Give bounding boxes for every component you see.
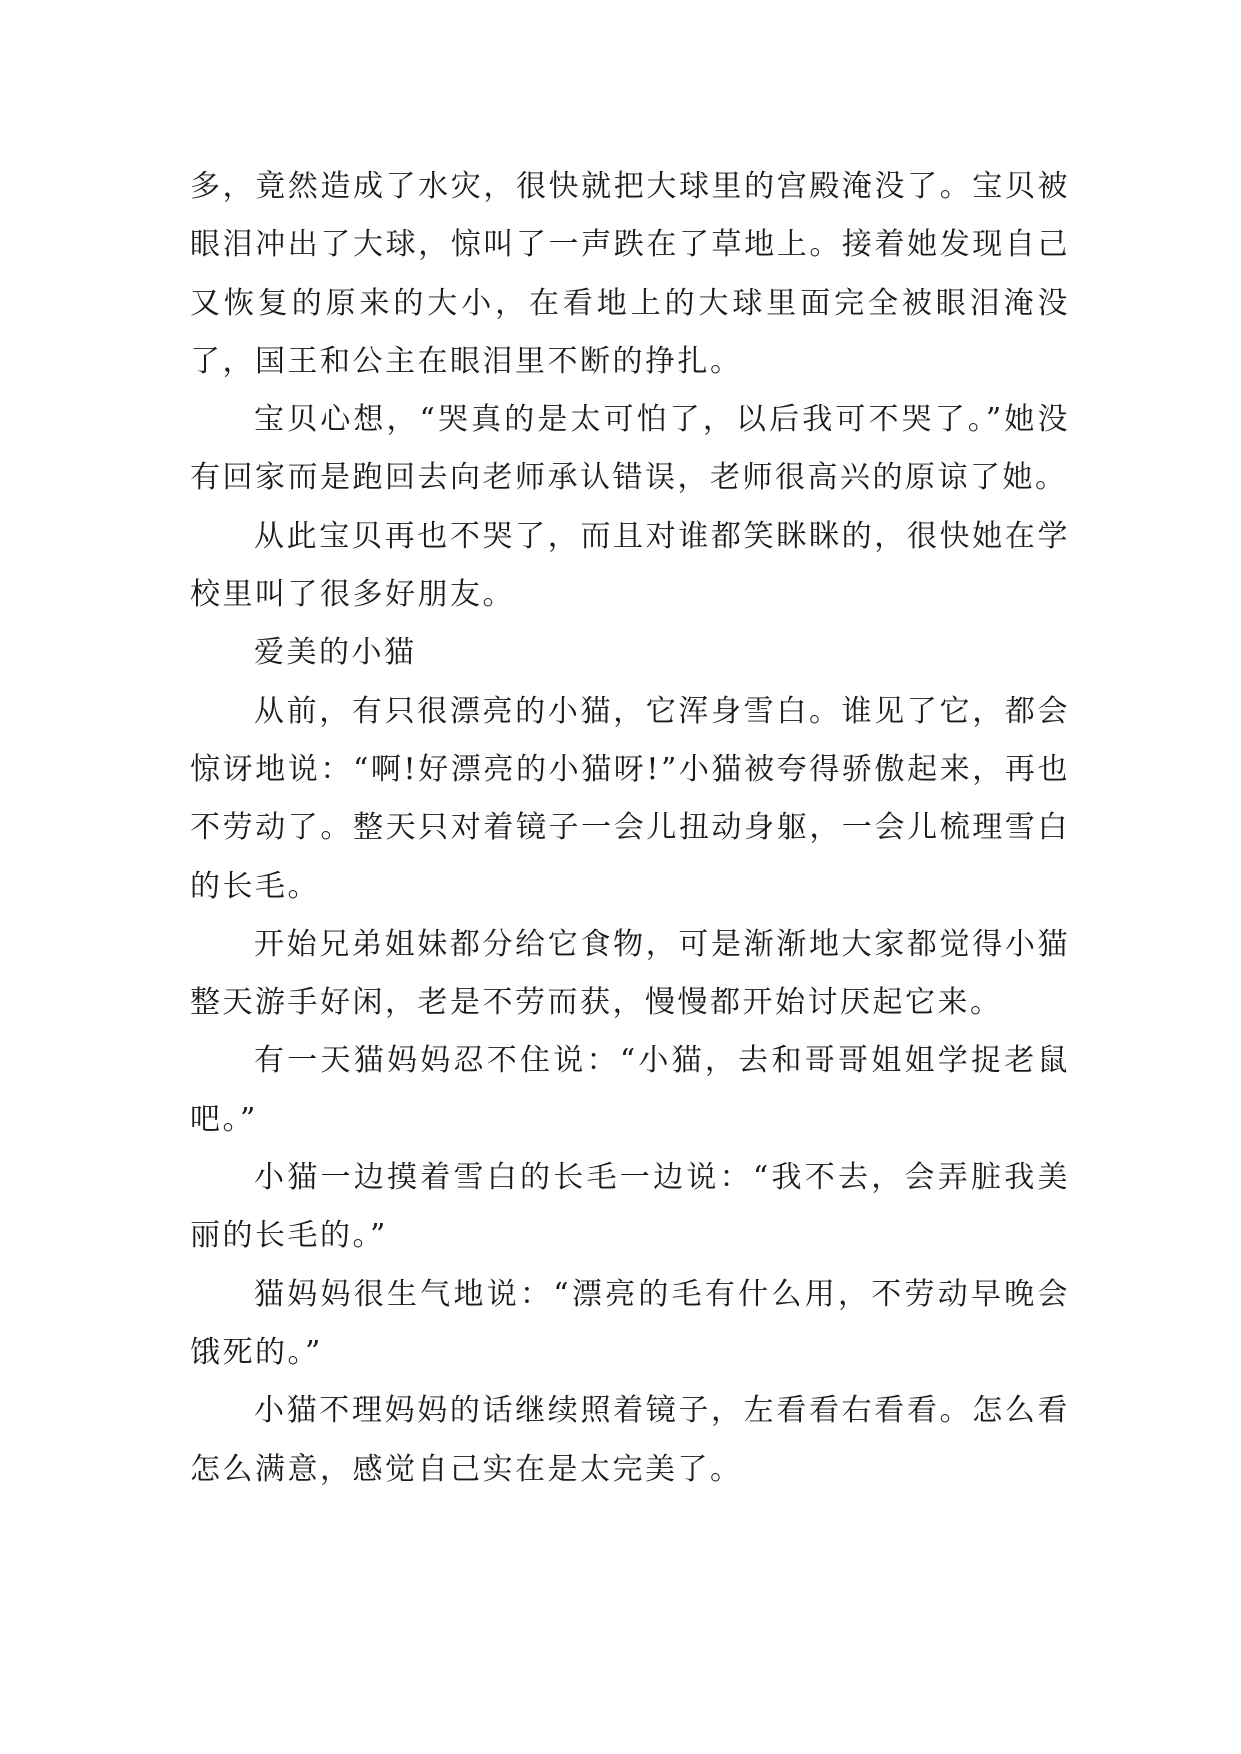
story-title: 爱美的小猫 — [254, 635, 417, 671]
paragraph: 猫妈妈很生气地说：“漂亮的毛有什么用，不劳动早晚会饿死的。” — [190, 1276, 1070, 1370]
paragraph: 宝贝心想，“哭真的是太可怕了，以后我可不哭了。”她没有回家而是跑回去向老师承认错误，老师很高兴的原谅了她。 — [190, 402, 1070, 496]
paragraph: 从前，有只很漂亮的小猫，它浑身雪白。谁见了它，都会惊讶地说：“啊!好漂亮的小猫呀!”小猫被夸得骄傲起来，再也不劳动了。整天只对着镜子一会儿扭动身躯，一会儿梳理雪白的长毛。 — [190, 693, 1070, 904]
paragraph: 小猫不理妈妈的话继续照着镜子，左看看右看看。怎么看怎么满意，感觉自己实在是太完美了。 — [190, 1393, 1070, 1487]
paragraph: 有一天猫妈妈忍不住说：“小猫，去和哥哥姐姐学捉老鼠吧。” — [190, 1043, 1070, 1137]
paragraph: 开始兄弟姐妹都分给它食物，可是渐渐地大家都觉得小猫整天游手好闲，老是不劳而获，慢慢都开始讨厌起它来。 — [190, 926, 1070, 1021]
paragraph: 从此宝贝再也不哭了，而且对谁都笑眯眯的，很快她在学校里叫了很多好朋友。 — [190, 518, 1070, 613]
body-text — [190, 158, 1070, 1499]
paragraph: 多，竟然造成了水灾，很快就把大球里的宫殿淹没了。宝贝被眼泪冲出了大球，惊叫了一声跌在了草地上。接着她发现自己又恢复的原来的大小，在看地上的大球里面完全被眼泪淹没了，国王和公主在眼泪里不断的挣扎。 — [190, 169, 1070, 379]
paragraph: 小猫一边摸着雪白的长毛一边说：“我不去，会弄脏我美丽的长毛的。” — [190, 1160, 1070, 1254]
